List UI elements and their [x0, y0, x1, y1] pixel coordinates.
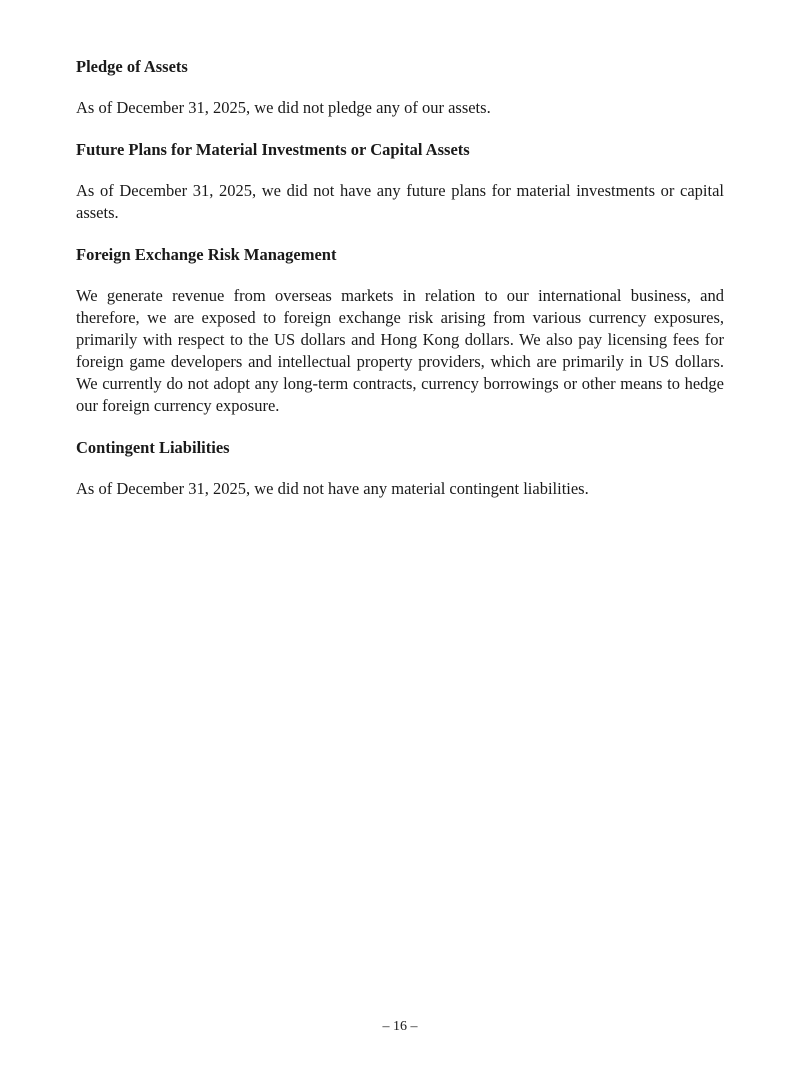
section-paragraph: As of December 31, 2025, we did not have any material contingent liabilities. [76, 479, 589, 498]
section-heading: Contingent Liabilities [76, 438, 230, 457]
section-paragraph: As of December 31, 2025, we did not pledge any of our assets. [76, 98, 491, 117]
section-future-plans [76, 139, 724, 224]
section-paragraph: As of December 31, 2025, we did not have any future plans for material investments or capital assets. [76, 181, 724, 222]
section-heading: Foreign Exchange Risk Management [76, 245, 337, 264]
section-pledge-of-assets [76, 56, 724, 119]
section-contingent-liabilities [76, 437, 724, 500]
section-paragraph: We generate revenue from overseas markets in relation to our international business, and therefore, we are exposed to foreign exchange risk arising from various currency exposures, primarily with respect to the US dollars and Hong Kong dollars. We also pay licensing fees for foreign game developers and intellectual property providers, which are primarily in US dollars. We currently do not adopt any long-term contracts, currency borrowings or other means to hedge our foreign currency exposure. [76, 286, 724, 415]
section-heading: Pledge of Assets [76, 57, 188, 76]
page-number: – 16 – [382, 1019, 418, 1034]
document-page [76, 56, 724, 520]
section-foreign-exchange-risk [76, 244, 724, 417]
section-heading: Future Plans for Material Investments or Capital Assets [76, 140, 470, 159]
